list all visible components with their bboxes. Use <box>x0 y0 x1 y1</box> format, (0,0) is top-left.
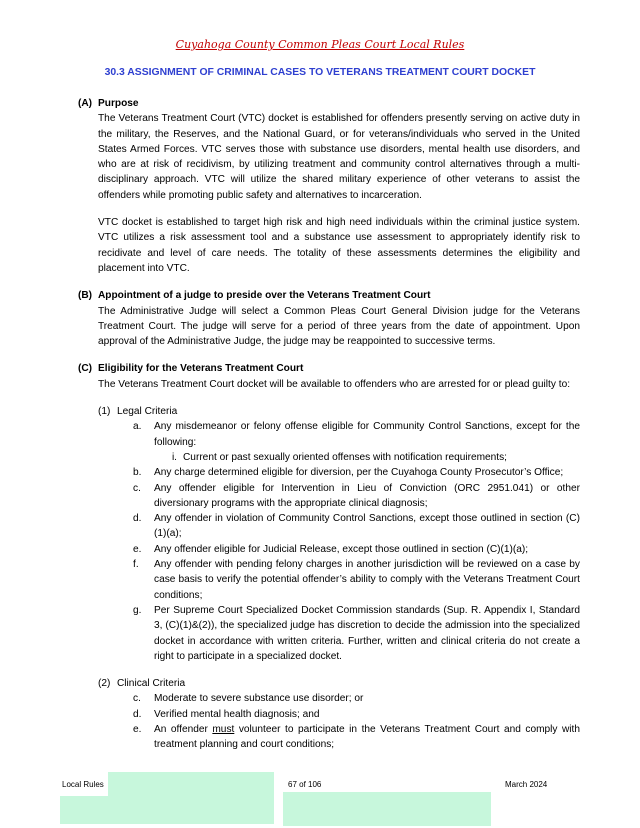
list-item: b. Any charge determined eligible for diversion, per the Cuyahoga County Prosecutor’s Office; <box>133 467 564 479</box>
list-item: d. Any offender in violation of Community Control Sanctions, except those outlined in section (C)(1)(a); <box>133 513 580 540</box>
legal-criteria-number: (1) <box>98 406 111 418</box>
legal-criteria-list <box>133 419 580 664</box>
running-header: Cuyahoga County Common Pleas Court Local Rules <box>175 38 465 51</box>
rule-body <box>78 96 580 753</box>
section-b-label: (B) <box>78 290 93 302</box>
section-c-heading <box>78 361 580 376</box>
list-item: d. Verified mental health diagnosis; and <box>133 708 320 720</box>
legal-criteria-heading <box>98 404 580 419</box>
clinical-criteria-heading <box>98 676 580 691</box>
section-a-paragraph-2: VTC docket is established to target high risk and high need individuals within the criminal justice system. VTC utilizes a risk assessment tool and a substance use assessment to appropriately identify risk to recidivate and level of care needs. The totality of these assessments determines the eligibility and placement into VTC. <box>98 217 580 274</box>
section-b-heading <box>78 288 580 303</box>
highlight-box <box>108 772 274 796</box>
section-a-paragraph-1: The Veterans Treatment Court (VTC) docket is established for offenders presently serving on active duty in the military, the Reserves, and the National Guard, or for veterans/individuals who served in the United States Armed Forces. VTC serves those with substance use disorders, mental health use disorders, and who are at risk of recidivism, by utilizing treatment and community control alternatives through a multi-disciplinary approach. VTC will utilize the shared military experience of other veterans to assist the offenders while promoting public safety and alternatives to incarceration. <box>98 113 580 201</box>
section-c-intro: The Veterans Treatment Court docket will be available to offenders who are arrested for or plead guilty to: <box>98 378 571 390</box>
clinical-criteria-number: (2) <box>98 678 111 690</box>
highlight-box <box>283 792 491 826</box>
section-a-label: (A) <box>78 98 93 109</box>
list-item: e. An offender must volunteer to participate in the Veterans Treatment Court and comply with treatment planning and court conditions; <box>133 723 580 751</box>
footer-left: Local Rules <box>62 780 104 789</box>
list-sub-item: i. Current or past sexually oriented offenses with notification requirements; <box>171 451 507 463</box>
section-c-label: (C) <box>78 363 93 375</box>
section-b-paragraph: The Administrative Judge will select a Common Pleas Court General Division judge for the Veterans Treatment Court. The judge will serve for a period of three years from the date of appointment. Upon approval of the Administrative Judge, the judge may be reappointed to successive terms. <box>98 305 580 348</box>
section-c-title: Eligibility for the Veterans Treatment Court <box>98 363 304 375</box>
clinical-criteria-list <box>133 691 580 752</box>
footer-date: March 2024 <box>505 780 548 789</box>
footer-page-number: 67 of 106 <box>288 780 322 789</box>
list-item: f. Any offender with pending felony charges in another jurisdiction will be reviewed on a case by case basis to verify the potential offender’s ability to comply with the Veterans Treatment Court conditions; <box>133 559 580 601</box>
clinical-criteria-title: Clinical Criteria <box>117 678 186 690</box>
list-item: c. Any offender eligible for Intervention in Lieu of Conviction (ORC 2951.041) or other diversionary programs with the appropriate clinical diagnosis; <box>133 482 580 509</box>
legal-criteria-title: Legal Criteria <box>117 406 178 418</box>
list-item: g. Per Supreme Court Specialized Docket Commission standards (Sup. R. Appendix I, Standard 3, (C)(1)&(2)), the specialized judge has discretion to decide the admission into the specialized docket in accordance with written criteria. Further, written and clinical criteria do not create a right to participate in a specialized docket. <box>133 604 580 662</box>
section-b-title: Appointment of a judge to preside over the Veterans Treatment Court <box>98 290 431 302</box>
list-item: c. Moderate to severe substance use disorder; or <box>133 693 364 705</box>
highlight-box <box>60 796 274 824</box>
rule-title: 30.3 ASSIGNMENT OF CRIMINAL CASES TO VETERANS TREATMENT COURT DOCKET <box>104 67 536 78</box>
must-underlined: must <box>212 723 235 735</box>
list-item: e. Any offender eligible for Judicial Release, except those outlined in section (C)(1)(a); <box>133 543 529 555</box>
section-a-heading <box>78 96 580 111</box>
list-item: a. Any misdemeanor or felony offense eligible for Community Control Sanctions, except for the following: <box>133 421 580 448</box>
section-a-title: Purpose <box>98 98 139 109</box>
